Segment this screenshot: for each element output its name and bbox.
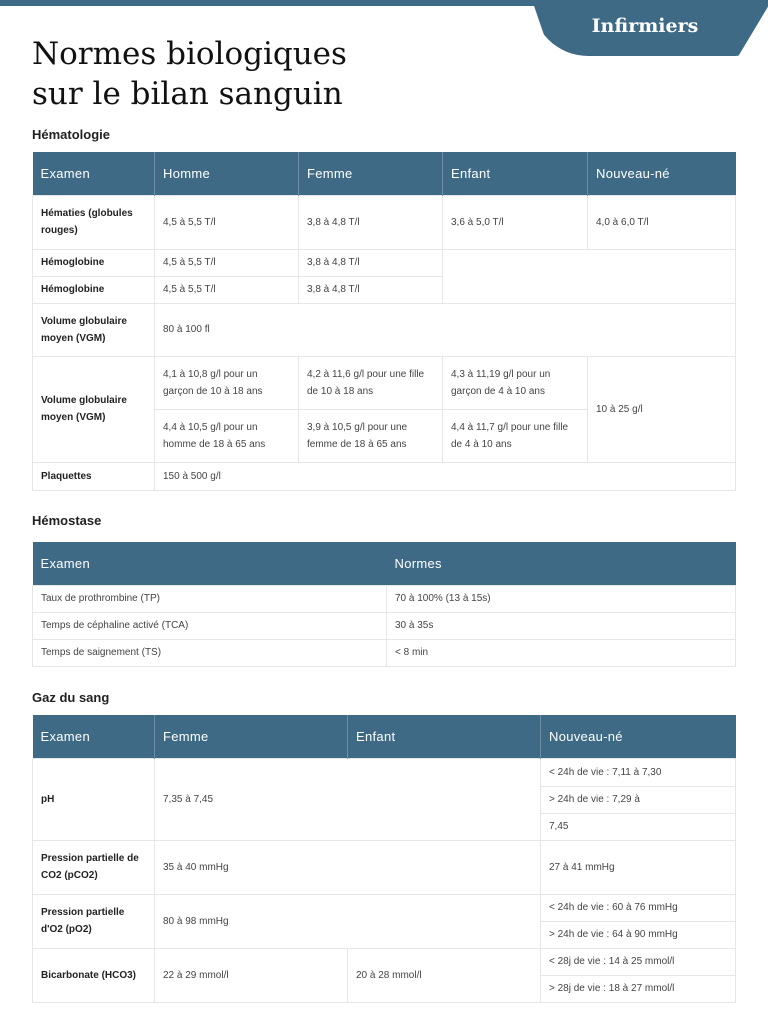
table-cell: 4,2 à 11,6 g/l pour une fille de 10 à 18 ans [299, 356, 443, 409]
table-cell: 4,5 à 5,5 T/l [155, 276, 299, 303]
table-cell: 7,45 [541, 813, 736, 840]
row-label: Plaquettes [33, 462, 155, 490]
table-cell: 4,4 à 10,5 g/l pour un homme de 18 à 65 ans [155, 409, 299, 462]
table-row [33, 356, 736, 409]
table-cell: < 8 min [387, 639, 736, 666]
table-cell: > 24h de vie : 64 à 90 mmHg [541, 921, 736, 948]
table-cell: 4,3 à 11,19 g/l pour un garçon de 4 à 10 ans [443, 356, 588, 409]
table-cell: 4,4 à 11,7 g/l pour une fille de 4 à 10 ans [443, 409, 588, 462]
table-row [33, 195, 736, 249]
column-header: Examen [33, 715, 155, 758]
row-label: Volume globulaire moyen (VGM) [33, 356, 155, 462]
category-tab-label: Infirmiers [591, 15, 699, 37]
table-cell: 3,9 à 10,5 g/l pour une femme de 18 à 65 ans [299, 409, 443, 462]
column-header: Examen [33, 152, 155, 195]
table-cell: 3,6 à 5,0 T/l [443, 195, 588, 249]
row-label: Pression partielle d'O2 (pO2) [33, 894, 155, 948]
table-row [33, 948, 736, 975]
table-cell: Temps de saignement (TS) [33, 639, 387, 666]
table-cell: 10 à 25 g/l [588, 356, 736, 462]
table-cell: 3,8 à 4,8 T/l [299, 195, 443, 249]
table-cell: 30 à 35s [387, 612, 736, 639]
table-cell: 27 à 41 mmHg [541, 840, 736, 894]
column-header: Enfant [348, 715, 541, 758]
table-header-row [33, 715, 736, 758]
column-header: Homme [155, 152, 299, 195]
table-cell: 4,0 à 6,0 T/l [588, 195, 736, 249]
row-label: Bicarbonate (HCO3) [33, 948, 155, 1002]
section-heading-hemostase: Hémostase [32, 513, 102, 528]
section-heading-gaz-du-sang: Gaz du sang [32, 690, 110, 705]
column-header: Examen [33, 542, 387, 585]
row-label: Hématies (globules rouges) [33, 195, 155, 249]
row-label: pH [33, 758, 155, 840]
section-heading-hematologie: Hématologie [32, 127, 111, 142]
column-header: Femme [155, 715, 348, 758]
table-row [33, 303, 736, 356]
table-cell: 22 à 29 mmol/l [155, 948, 348, 1002]
table-row [33, 612, 736, 639]
table-cell: 80 à 100 fl [155, 303, 736, 356]
table-cell: > 28j de vie : 18 à 27 mmol/l [541, 975, 736, 1002]
table-cell: Temps de céphaline activé (TCA) [33, 612, 387, 639]
gaz-du-sang-table [32, 715, 736, 1003]
hemostase-table [32, 542, 736, 667]
table-cell: 7,35 à 7,45 [155, 758, 541, 840]
table-cell: 3,8 à 4,8 T/l [299, 276, 443, 303]
table-cell: < 24h de vie : 7,11 à 7,30 [541, 758, 736, 786]
table-header-row [33, 542, 736, 585]
table-cell: Taux de prothrombine (TP) [33, 585, 387, 612]
table-cell: 70 à 100% (13 à 15s) [387, 585, 736, 612]
table-row [33, 894, 736, 921]
page-title-line-2: sur le bilan sanguin [32, 76, 343, 112]
row-label: Hémoglobine [33, 249, 155, 276]
table-cell: > 24h de vie : 7,29 à [541, 786, 736, 813]
table-cell: 4,5 à 5,5 T/l [155, 195, 299, 249]
table-cell: < 24h de vie : 60 à 76 mmHg [541, 894, 736, 921]
column-header: Nouveau-né [588, 152, 736, 195]
column-header: Femme [299, 152, 443, 195]
table-cell: 35 à 40 mmHg [155, 840, 541, 894]
table-row [33, 758, 736, 786]
column-header: Nouveau-né [541, 715, 736, 758]
hematologie-table [32, 152, 736, 491]
table-row [33, 585, 736, 612]
table-cell: 4,5 à 5,5 T/l [155, 249, 299, 276]
row-label: Volume globulaire moyen (VGM) [33, 303, 155, 356]
table-row [33, 840, 736, 894]
table-row [33, 462, 736, 490]
table-cell: 80 à 98 mmHg [155, 894, 541, 948]
table-cell: 20 à 28 mmol/l [348, 948, 541, 1002]
table-cell: 4,1 à 10,8 g/l pour un garçon de 10 à 18 ans [155, 356, 299, 409]
table-cell: 150 à 500 g/l [155, 462, 736, 490]
row-label: Hémoglobine [33, 276, 155, 303]
table-cell: < 28j de vie : 14 à 25 mmol/l [541, 948, 736, 975]
table-row [33, 639, 736, 666]
column-header: Normes [387, 542, 736, 585]
row-label: Pression partielle de CO2 (pCO2) [33, 840, 155, 894]
table-cell-empty [443, 249, 736, 303]
table-row [33, 249, 736, 276]
column-header: Enfant [443, 152, 588, 195]
page-title-line-1: Normes biologiques [32, 36, 347, 72]
page-title [32, 34, 347, 114]
table-header-row [33, 152, 736, 195]
table-cell: 3,8 à 4,8 T/l [299, 249, 443, 276]
